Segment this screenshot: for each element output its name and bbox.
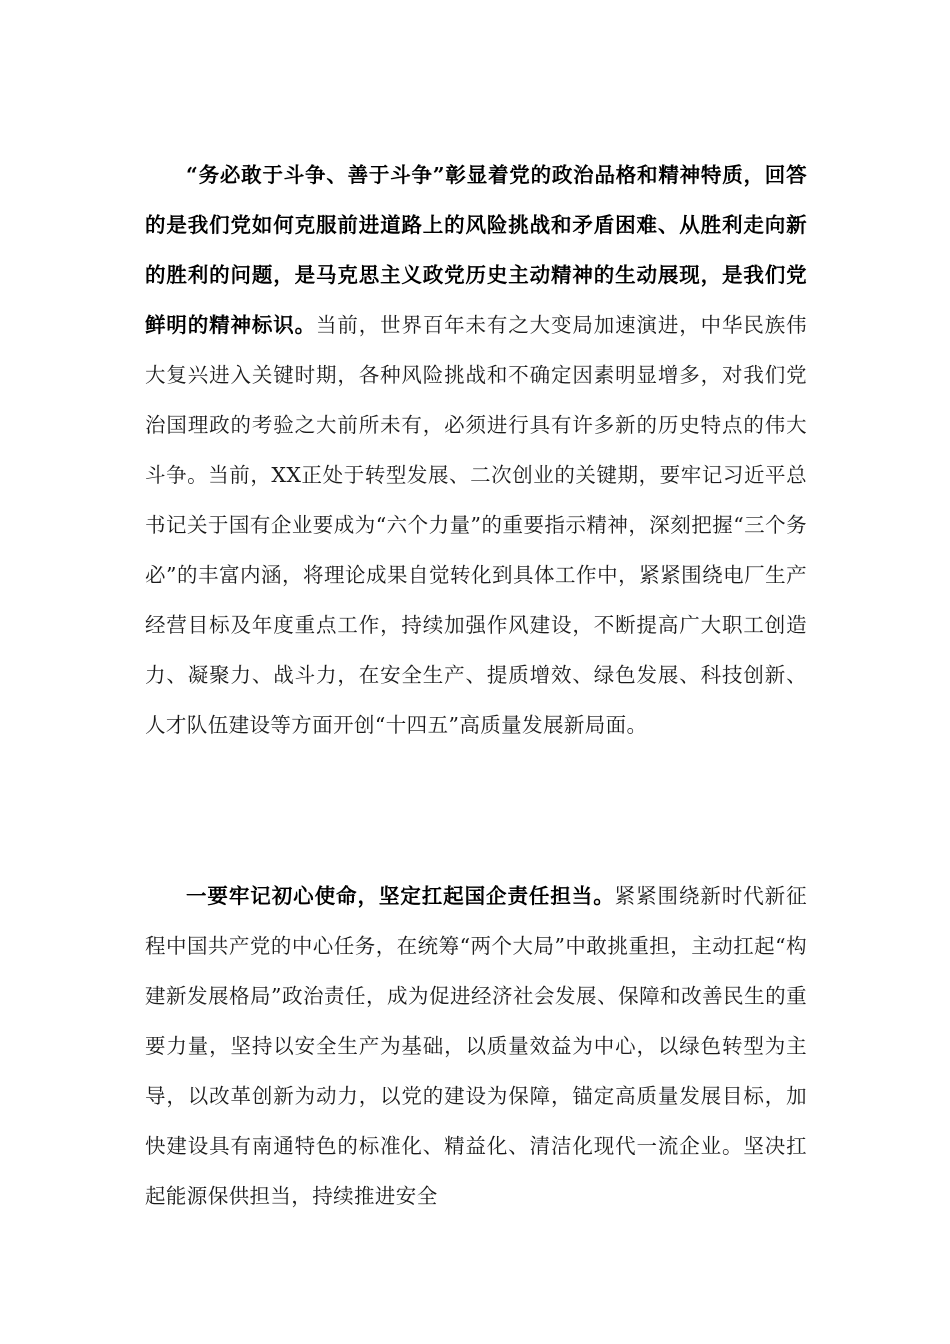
paragraph-body: 紧紧围绕新时代新征程中国共产党的中心任务，在统筹“两个大局”中敢挑重担，主动扛起“构建新发展格局”政治责任，成为促进经济社会发展、保障和改善民生的重要力量，坚持以安全生产为基础，以质量效益为中心，以绿色转型为主导，以改革创新为动力，以党的建设为保障，锚定高质量发展目标，加快建设具有南通特色的标准化、精益化、清洁化现代一流企业。坚决扛起能源保供担当，持续推进安全 <box>145 884 807 1208</box>
paragraph-bold-lead: 一要牢记初心使命，坚定扛起国企责任担当。 <box>186 884 615 908</box>
paragraph-struggle <box>145 150 807 750</box>
paragraph-bold-lead: “务必敢于斗争、善于斗争”彰显着党的政治品格和精神特质，回答的是我们党如何克服前进道路上的风险挑战和矛盾困难、从胜利走向新的胜利的问题，是马克思主义政党历史主动精神的生动展现，是我们党鲜明的精神标识。 <box>145 163 807 337</box>
paragraph-body: 当前，世界百年未有之大变局加速演进，中华民族伟大复兴进入关键时期，各种风险挑战和不确定因素明显增多，对我们党治国理政的考验之大前所未有，必须进行具有许多新的历史特点的伟大斗争。当前，XX正处于转型发展、二次创业的关键期，要牢记习近平总书记关于国有企业要成为“六个力量”的重要指示精神，深刻把握“三个务必”的丰富内涵，将理论成果自觉转化到具体工作中，紧紧围绕电厂生产经营目标及年度重点工作，持续加强作风建设，不断提高广大职工创造力、凝聚力、战斗力，在安全生产、提质增效、绿色发展、科技创新、人才队伍建设等方面开创“十四五”高质量发展新局面。 <box>145 313 808 737</box>
paragraph-mission <box>145 871 807 1221</box>
